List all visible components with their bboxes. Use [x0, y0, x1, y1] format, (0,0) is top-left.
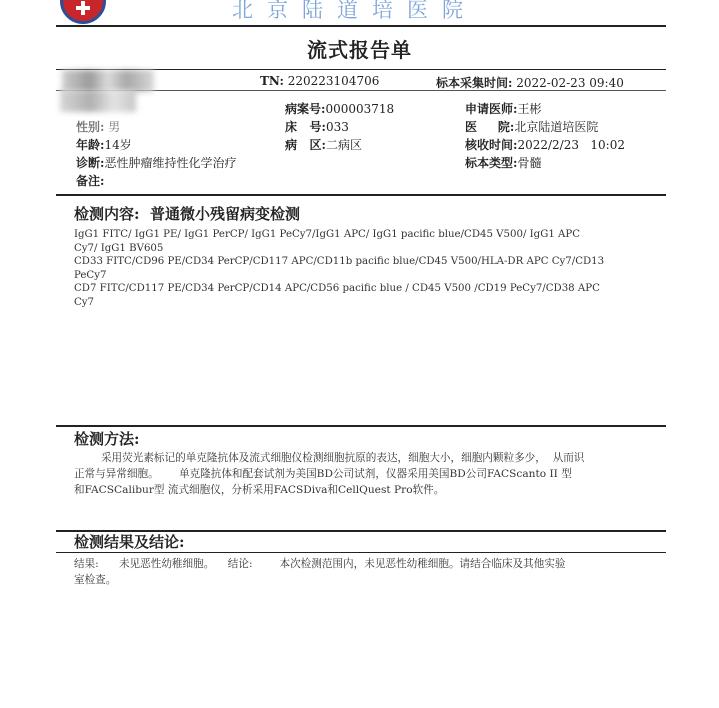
result-heading: 检测结果及结论: — [74, 533, 185, 551]
redacted-name — [62, 70, 154, 92]
panel-line: IgG1 FITC/ IgG1 PE/ IgG1 PerCP/ IgG1 PeCy7/IgG1 APC/ IgG1 pacific blue/CD45 V500/ IgG1 APC — [74, 229, 581, 240]
record-value: 000003718 — [325, 102, 395, 116]
doctor-value: 王彬 — [517, 102, 542, 116]
method-rule — [56, 425, 666, 427]
method-heading: 检测方法: — [74, 430, 140, 448]
sample-type-label: 标本类型: — [465, 156, 518, 170]
bed-value: 033 — [325, 120, 349, 134]
result-line: 结果: 未见恶性幼稚细胞。 结论: 本次检测范围内，未见恶性幼稚细胞。请结合临床及其他实验 — [74, 558, 566, 570]
tn-value: 220223104706 — [287, 74, 380, 88]
record-label: 病案号: — [285, 102, 326, 116]
sample-type-field — [465, 154, 541, 171]
doctor-label: 申请医师: — [465, 102, 518, 116]
ward-label: 病 区: — [285, 138, 326, 152]
collect-time-label: 标本采集时间: — [436, 76, 513, 90]
panel-line: Cy7/ IgG1 BV605 — [74, 242, 164, 254]
doctor-field — [465, 100, 541, 117]
report-title: 流式报告单 — [307, 38, 412, 62]
method-text — [74, 450, 664, 498]
cross-icon — [76, 1, 90, 15]
panel-line: Cy7 — [74, 296, 95, 308]
record-field — [285, 100, 394, 117]
diagnosis-label: 诊断: — [76, 156, 105, 170]
remark-field — [76, 172, 104, 189]
bed-field — [285, 118, 349, 135]
hospital-logo — [60, 0, 106, 24]
collect-time-value: 2022-02-23 09:40 — [516, 76, 624, 90]
receive-time-label: 核收时间: — [465, 138, 518, 152]
result-heading-rule — [56, 552, 666, 553]
bed-label: 床 号: — [285, 120, 326, 134]
remark-label: 备注: — [76, 174, 105, 188]
sex-value: 男 — [108, 120, 121, 134]
hospital-field — [465, 118, 598, 135]
content-heading: 检测内容: 普通微小残留病变检测 — [74, 205, 300, 223]
sex-label: 性别: — [76, 120, 105, 134]
panel-line: CD7 FITC/CD117 PE/CD34 PerCP/CD14 APC/CD56 pacific blue / CD45 V500 /CD19 PeCy7/CD38 APC — [74, 283, 600, 294]
age-value: 14岁 — [104, 138, 132, 152]
sex-field — [76, 118, 120, 135]
hospital-label: 医 院: — [465, 120, 515, 134]
method-line: 和FACSCalibur型 流式细胞仪，分析采用FACSDiva和CellQuest Pro软件。 — [74, 484, 445, 496]
ward-value: 二病区 — [325, 138, 362, 152]
tn-label: TN: — [260, 74, 284, 88]
redacted-name-2 — [60, 90, 136, 112]
diagnosis-field — [76, 154, 236, 171]
tn-field — [260, 74, 379, 88]
info-bottom-rule — [56, 194, 666, 196]
header-rule — [56, 25, 666, 27]
ward-field — [285, 136, 362, 153]
method-line: 正常与异常细胞。 单克隆抗体和配套试剂为美国BD公司试剂，仪器采用美国BD公司FACScanto II 型 — [74, 468, 572, 480]
result-line: 室检查。 — [74, 574, 117, 586]
age-field — [76, 136, 132, 153]
diagnosis-value: 恶性肿瘤维持性化学治疗 — [104, 156, 237, 170]
antibody-panel-list — [74, 228, 604, 309]
age-label: 年龄: — [76, 138, 105, 152]
collect-time-field — [436, 74, 624, 91]
receive-time-field — [465, 136, 625, 153]
sample-type-value: 骨髓 — [517, 156, 542, 170]
hospital-name-banner: 北京陆道培医院 — [232, 0, 477, 22]
method-line: 采用荧光素标记的单克隆抗体及流式细胞仪检测细胞抗原的表达，细胞大小，细胞内颗粒多少， 从而识 — [74, 452, 585, 464]
receive-time-value: 2022/2/23 10:02 — [517, 138, 625, 152]
panel-line: PeCy7 — [74, 269, 107, 281]
result-text — [74, 556, 664, 588]
panel-line: CD33 FITC/CD96 PE/CD34 PerCP/CD117 APC/CD11b pacific blue/CD45 V500/HLA-DR APC Cy7/CD13 — [74, 256, 605, 267]
hospital-value: 北京陆道培医院 — [514, 120, 599, 134]
